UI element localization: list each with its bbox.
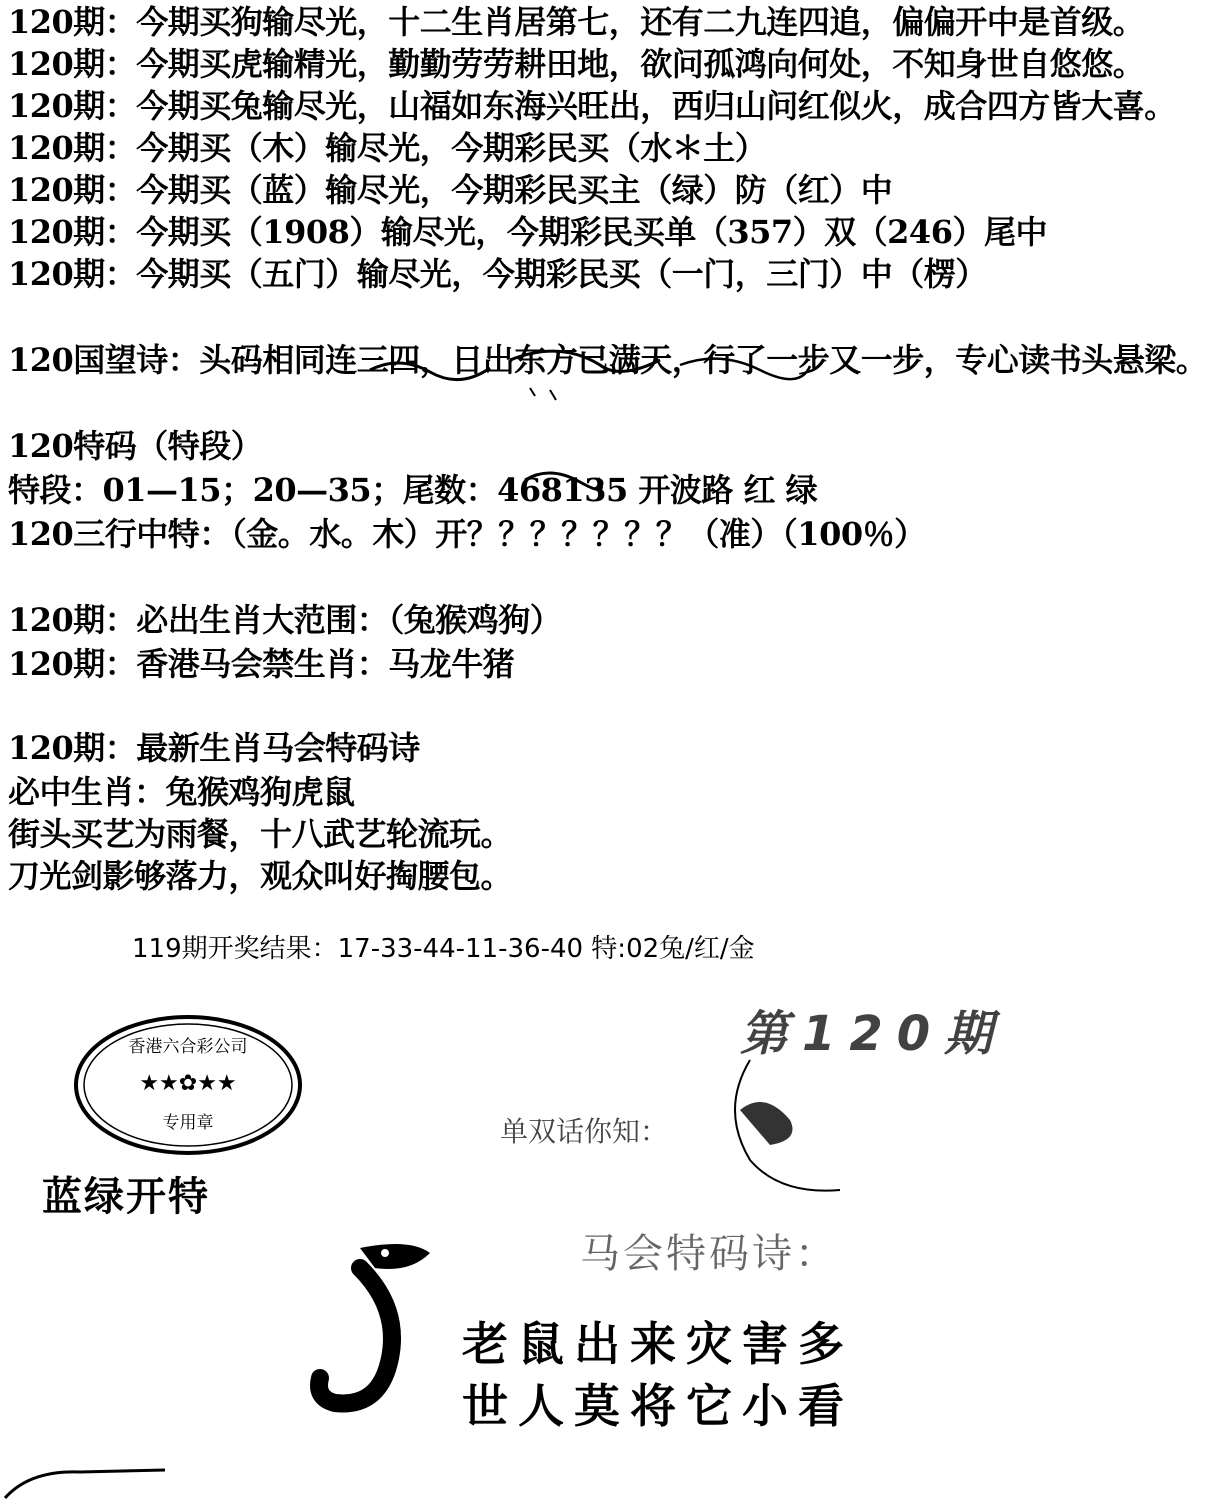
must-zodiac-list: 必中生肖：兔猴鸡狗虎鼠 [8, 773, 355, 811]
draw-result: 119期开奖结果：17-33-44-11-36-40 特:02兔/红/金 [132, 934, 755, 964]
line-gate: 120期：今期买（五门）输尽光，今期彩民买（一门，三门）中（楞） [8, 255, 987, 293]
rat-poem-line-1: 老鼠出来灾害多 [462, 1317, 854, 1371]
special-range: 特段：01—15；20—35；尾数：468135 开波路 红 绿 [8, 471, 818, 509]
poem-title: 120期：最新生肖马会特码诗 [8, 729, 420, 767]
guowang-poem: 120国望诗：头码相同连三四，日出东方已满天，行了一步又一步，专心读书头悬梁。 [8, 341, 1207, 379]
line-tiger: 120期：今期买虎输精光，勤勤劳劳耕田地，欲问孤鸿向何处，不知身世自悠悠。 [8, 45, 1145, 83]
corner-mark [0, 1460, 180, 1500]
rat-poem-line-2: 世人莫将它小看 [462, 1379, 854, 1433]
stamp-ring-text: 香港六合彩公司 [128, 1037, 248, 1057]
stamp-sub: 专用章 [162, 1113, 214, 1133]
stamp-stars: ★★✿★★ [139, 1071, 237, 1096]
banned-zodiac: 120期：香港马会禁生肖：马龙牛猪 [8, 645, 515, 683]
scribble-marks [360, 330, 820, 410]
special-code-title: 120特码（特段） [8, 427, 263, 465]
odd-even-label: 单双话你知： [500, 1115, 669, 1148]
horse-club-poem-label: 马会特码诗： [580, 1231, 838, 1277]
poem-line-2: 刀光剑影够落力，观众叫好掏腰包。 [8, 857, 513, 895]
line-rabbit: 120期：今期买兔输尽光，山福如东海兴旺出，西归山问红似火，成合四方皆大喜。 [8, 87, 1176, 125]
line-wood: 120期：今期买（木）输尽光，今期彩民买（水＊土） [8, 129, 767, 167]
company-stamp [70, 1010, 306, 1160]
line-tail: 120期：今期买（1908）输尽光，今期彩民买单（357）双（246）尾中 [8, 213, 1047, 251]
issue-badge: 第120期 [740, 1006, 1007, 1062]
line-dog: 120期：今期买狗输尽光，十二生肖居第七，还有二九连四追，偏偏开中是首级。 [8, 3, 1145, 41]
poem-line-1: 街头买艺为雨餐，十八武艺轮流玩。 [8, 815, 513, 853]
handwritten-circle [720, 1050, 900, 1200]
three-elements: 120三行中特：（金。水。木）开？？？？？？？（准）（100％） [8, 515, 926, 553]
must-zodiac: 120期：必出生肖大范围：（兔猴鸡狗） [8, 601, 562, 639]
blue-green-special: 蓝绿开特 [42, 1174, 210, 1220]
scribble-route [520, 460, 600, 500]
line-blue: 120期：今期买（蓝）输尽光，今期彩民买主（绿）防（红）中 [8, 171, 893, 209]
rat-illustration [300, 1228, 450, 1418]
